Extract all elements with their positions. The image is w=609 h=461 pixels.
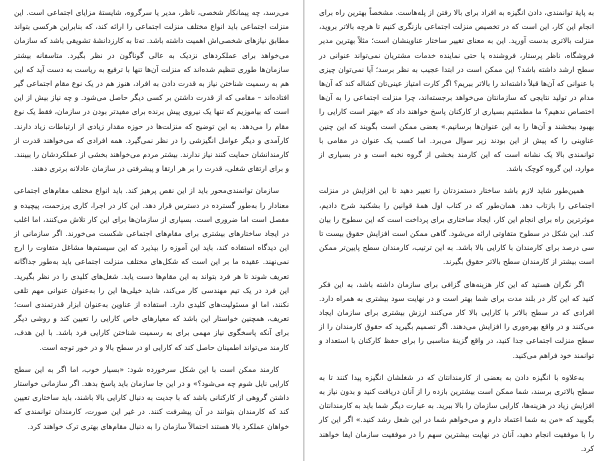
paragraph: همین‌طور شاید لازم باشد ساختار دستمزدتان را تغییر دهید تا این افزایش در منزلت اجتماعی را بازتاب دهد. همان‌طور که در کتاب اول همهٔ قوانین را بشکنید شرح دادیم، موثرترین راه برای انجام این کار، ایجاد ساختاری برای پرداخت است که این سطوح را بیان کند. این شکل در سطوح متفاوتی ارائه می‌شود. گاهی ممکن است افزایش حقوق بیست تا سی درصد برای کارمندان با کارایی بالا باشد. به این ترتیب، کارمندان سطح پایین‌تر ممکن است بیشتر از کارمندان سطح بالاتر حقوق بگیرند.	[319, 186, 594, 267]
right-page-text	[319, 6, 594, 456]
paragraph: سازمان توانمندی‌محور باید از این نقص پرهیز کند. باید انواع مختلف مقام‌های اجتماعی معنادار را به‌طور گسترده در دسترس قرار دهد. این کار در اجرا، کاری پرزحمت، پیچیده و مفصل است اما ضروری است. بسیاری از سازمان‌ها برای این کار تلاش می‌کنند، اما اغلب در ایجاد ساختارهای بیشتری برای مقام‌های اجتماعی شکست می‌خورند. اگر سازمانی از این دیدگاه استفاده کند، باید این آموزه را بپذیرد که این سیستم‌ها مشاغل متفاوت را ارج نمی‌نهند. عقیده ما بر این است که شکل‌های مختلف منزلت اجتماعی باید به‌طور جداگانه تعریف شوند تا هر فرد بتواند به این مقام‌ها دست یابد. شغل‌های کلیدی را در نظر بگیرید. این فرد در یک تیم مهندسی کار می‌کند، شاید خیلی‌ها این را به‌عنوان عنوانی مهم تلقی نکنند، اما او مسئولیت‌های کلیدی دارد. استفاده از عناوین به‌عنوان ابزار قدرتمندی است؛ تعریف، همچنین خواستار این باشد که معیارهای خاص کارایی را تعیین کند و روشی دیگر برای آنکه پاسخگوی نیاز مهمی برای به رسمیت شناختن کارایی فرد باشد. با این هدف، کارمند می‌تواند اطمینان حاصل کند که کارایی او در سطح بالا و در خور توجه است.	[14, 186, 289, 352]
paragraph: به پایهٔ توانمندی، دادن انگیزه به افراد برای بالا رفتن از پله‌هاست. مشخصاً بهترین راه برای انجام این کار، این است که در تخصیص منزلت اجتماعی بازنگری کنیم تا هرچه بالاتر بروید، منزلت بالاتری بدست آورید. این به معنای تغییر ساختار عناوینشان است؛ مثلاً بهترین مدیر فروشگاه، ناظر پرستار، فروشنده یا حتی نماینده خدمات مشتریان نمی‌تواند عنوانی در سطح ارشد داشته باشد؟ این ممکن است در ابتدا عجیب به نظر برسد؛ آیا نمی‌توان چیزی با عنوانی که آن‌ها قبلاً داشته‌اند را بالاتر ببریم؟ اگر کارت امتیاز عینی‌تان کشاله کند که آن‌ها مدام در تولید نتایجی که سازمانتان می‌خواهد برجسته‌اند، چرا منزلت اجتماعی را به آن‌ها اختصاص ندهیم؟ ما مطمئنیم بسیاری از کارکنان پاسخ خواهند داد که «بهتر است کارایی را بهبود ببخشند و آن‌ها را به این عنوان‌ها برسانیم.» بعضی ممکن است بگویند که این چنین عناوینی را که پیش از این بودند زیر سوال می‌برد. اما کسب یک عنوان در مقامی با توانمندی بالا یک نشانه است که این کارمند بخشی از گروه نخبه است و در بسیاری از موارد، این گروه کوچک باشد.	[319, 8, 594, 174]
paragraph: کارمند ممکن است با این شکل سرخورده شود: «بسیار خوب، اما اگر به این سطح کارایی نایل شوم چه می‌شود؟» و در این جا سازمان باید پاسخ بدهد. اگر سازمانی خواستار داشتن گروهی از کارکنانی باشد که با جدیت به دنبال کارایی بالا باشند، باید ساختاری تعیین کند که کارمندان بتوانند در آن پیشرفت کنند. در غیر این صورت، کارمندان توانمندی که خواهان عملکرد بالا هستند احتمالاً سازمان را به دنبال مقام‌های بهتری ترک خواهند کرد.	[14, 364, 289, 431]
left-page	[0, 0, 304, 461]
paragraph: به‌علاوه با انگیزه دادن به بعضی از کارمندانتان که در شغلشان انگیزه پیدا کنند تا به سطح بالاتری برسند، شما ممکن است بیشترین بازده را از آنان دریافت کنید و بدون نیاز به افزایش زیاد در هزینه‌ها، کارایی سازمان را بالا ببرید. به عبارت دیگر شما باید به کارمندانتان بگویید که «من به شما اعتماد دارم و می‌خواهم شما در این شغل رشد کنید.» اگر این کار را با موفقیت انجام دهید، آنان در نهایت بیشترین سهم را در موفقیت سازمان ایفا خواهند کرد.	[319, 372, 594, 453]
paragraph: اگر نگران هستید که این کار هزینه‌های گزافی برای سازمان داشته باشد، به این فکر کنید که این کار در بلند مدت برای شما بهتر است و در نهایت سود بیشتری به همراه دارد. افرادی که در سطح بالاتر با کارایی بالا کار می‌کنند ارزش بیشتری برای سازمان ایجاد می‌کنند و در واقع بهره‌وری را افزایش می‌دهند. اگر تصمیم بگیرید که حقوق کارمندان را از سطح منزلت اجتماعی جدا کنید، در واقع گزینهٔ مناسبی را برای حفظ کارکنان با استعداد و توانمند خود فراهم می‌کنید.	[319, 279, 594, 360]
right-page	[304, 0, 608, 461]
paragraph: می‌رسد، چه پیمانکار شخصی، ناظر، مدیر یا سرگروه، شایستهٔ مزایای اجتماعی است. این منزلت اجتماعی باید انواع مختلف منزلت اجتماعی را ارائه کند، که بنابراین هرکسی بتواند مطابق نیازهای شخصی‌اش اهمیت داشته باشد. ته‌تا به کارزدانشهٔ تشویقی باشد که سازمان می‌خواهد برای عملکردهای نزدیک به عالی گوناگون در نظر بگیرد. متاسفانه بیشتر سازمان‌ها طوری تنظیم شده‌اند که منزلت آن‌ها تنها با ترفیع به ریاست به دست آید که این هم به رسمیت شناختن نیاز به قدرت دادن به افراد، هنوز هم در یک نوع مقام اجتماعی گیر افتاده‌اند – مقامی که از قدرت داشتن بر کسی دیگر حاصل می‌شود. و چه نیاز بیش از این است که بیاموزیم که تنها یک نیروی پیش برنده برای مفیدتر بودن در سازمان، فقط یک نوع مقام را می‌دهد. به این توضیح که منزلت‌ها در حوزه مقدار زیادی از ارتباطات زیاد دارند. کارآمدی و دیگر عوامل انگیزشی را در نظر نمی‌گیرد. همه افرادی که می‌خواهند قدرت از کارمندانشان حمایت کنند نیاز ندارند. بیشتر مردم می‌خواهند بخشی از عملکردشان را ببینند. و برای ارتقای شغلی، قدرت را بر هر ارتقا و پیشرفتی در سازمان عادلانه برتری دهند.	[14, 8, 289, 174]
left-page-text	[14, 6, 289, 434]
